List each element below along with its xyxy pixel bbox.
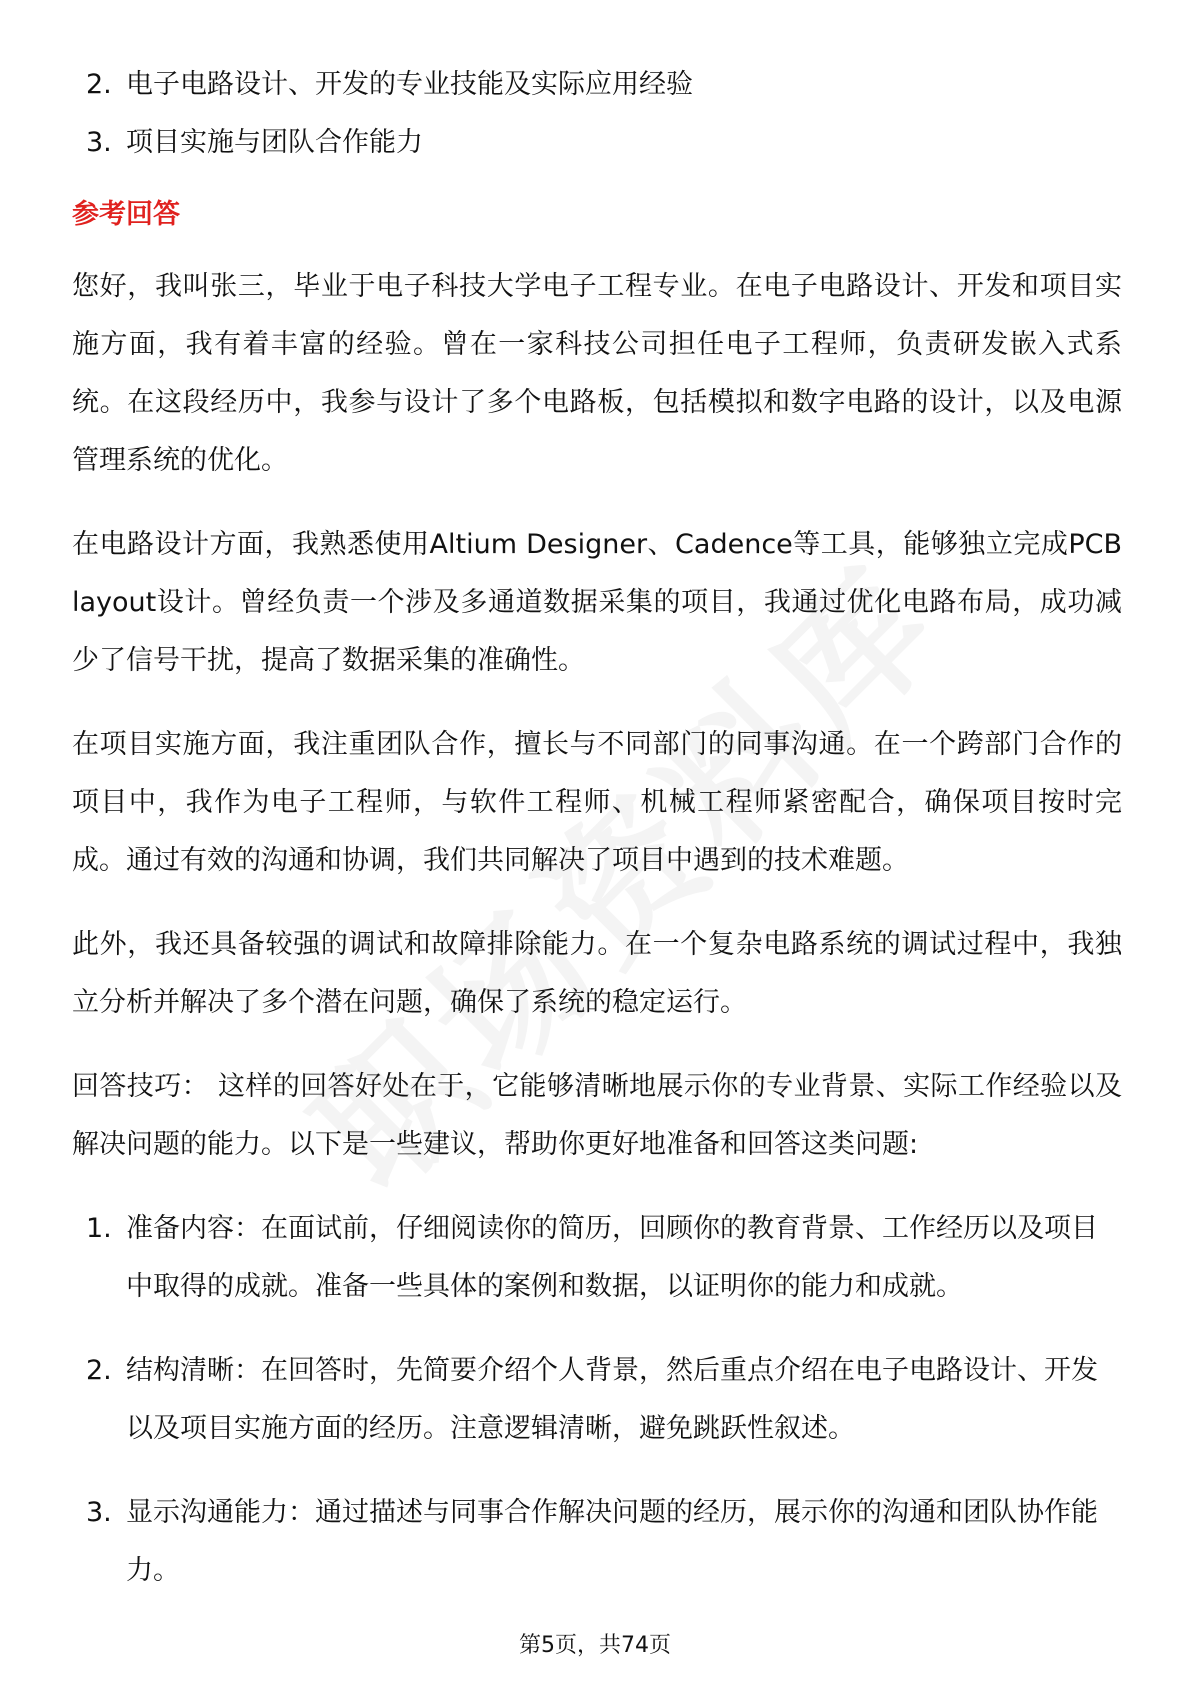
list-item [72,1200,1122,1316]
paragraph-circuit-design: 在电路设计方面，我熟悉使用Altium Designer、Cadence等工具，能够独立完成PCB layout设计。曾经负责一个涉及多通道数据采集的项目，我通过优化电路布局，成功减少了信号干扰，提高了数据采集的准确性。 [72,529,1122,676]
list-item [72,1484,1122,1600]
list-text: 显示沟通能力：通过描述与同事合作解决问题的经历，展示你的沟通和团队协作能力。 [126,1497,1098,1586]
list-text: 结构清晰：在回答时，先简要介绍个人背景，然后重点介绍在电子电路设计、开发以及项目实施方面的经历。注意逻辑清晰，避免跳跃性叙述。 [126,1355,1098,1444]
list-item [72,1342,1122,1458]
tips-list [72,1200,1122,1600]
list-number: 2. [86,69,112,100]
list-item [72,56,1122,114]
section-heading: 参考回答 [72,199,180,230]
paragraph-tips-intro: 回答技巧： 这样的回答好处在于，它能够清晰地展示你的专业背景、实际工作经验以及解决问题的能力。以下是一些建议，帮助你更好地准备和回答这类问题: [72,1071,1122,1160]
paragraph-debugging: 此外，我还具备较强的调试和故障排除能力。在一个复杂电路系统的调试过程中，我独立分析并解决了多个潜在问题，确保了系统的稳定运行。 [72,929,1122,1018]
list-number: 2. [86,1355,112,1386]
list-number: 3. [86,127,112,158]
list-text: 准备内容：在面试前，仔细阅读你的简历，回顾你的教育背景、工作经历以及项目中取得的成就。准备一些具体的案例和数据，以证明你的能力和成就。 [126,1213,1098,1302]
top-list [72,56,1122,172]
list-item [72,114,1122,172]
list-text: 电子电路设计、开发的专业技能及实际应用经验 [126,69,693,100]
list-number: 1. [86,1213,112,1244]
paragraph-project: 在项目实施方面，我注重团队合作，擅长与不同部门的同事沟通。在一个跨部门合作的项目中，我作为电子工程师，与软件工程师、机械工程师紧密配合，确保项目按时完成。通过有效的沟通和协调，我们共同解决了项目中遇到的技术难题。 [72,729,1122,876]
list-text: 项目实施与团队合作能力 [126,127,423,158]
page-content [72,56,1122,1626]
paragraph-intro: 您好，我叫张三，毕业于电子科技大学电子工程专业。在电子电路设计、开发和项目实施方面，我有着丰富的经验。曾在一家科技公司担任电子工程师，负责研发嵌入式系统。在这段经历中，我参与设计了多个电路板，包括模拟和数字电路的设计，以及电源管理系统的优化。 [72,271,1122,476]
list-number: 3. [86,1497,112,1528]
page-number-footer: 第5页，共74页 [519,1633,671,1658]
